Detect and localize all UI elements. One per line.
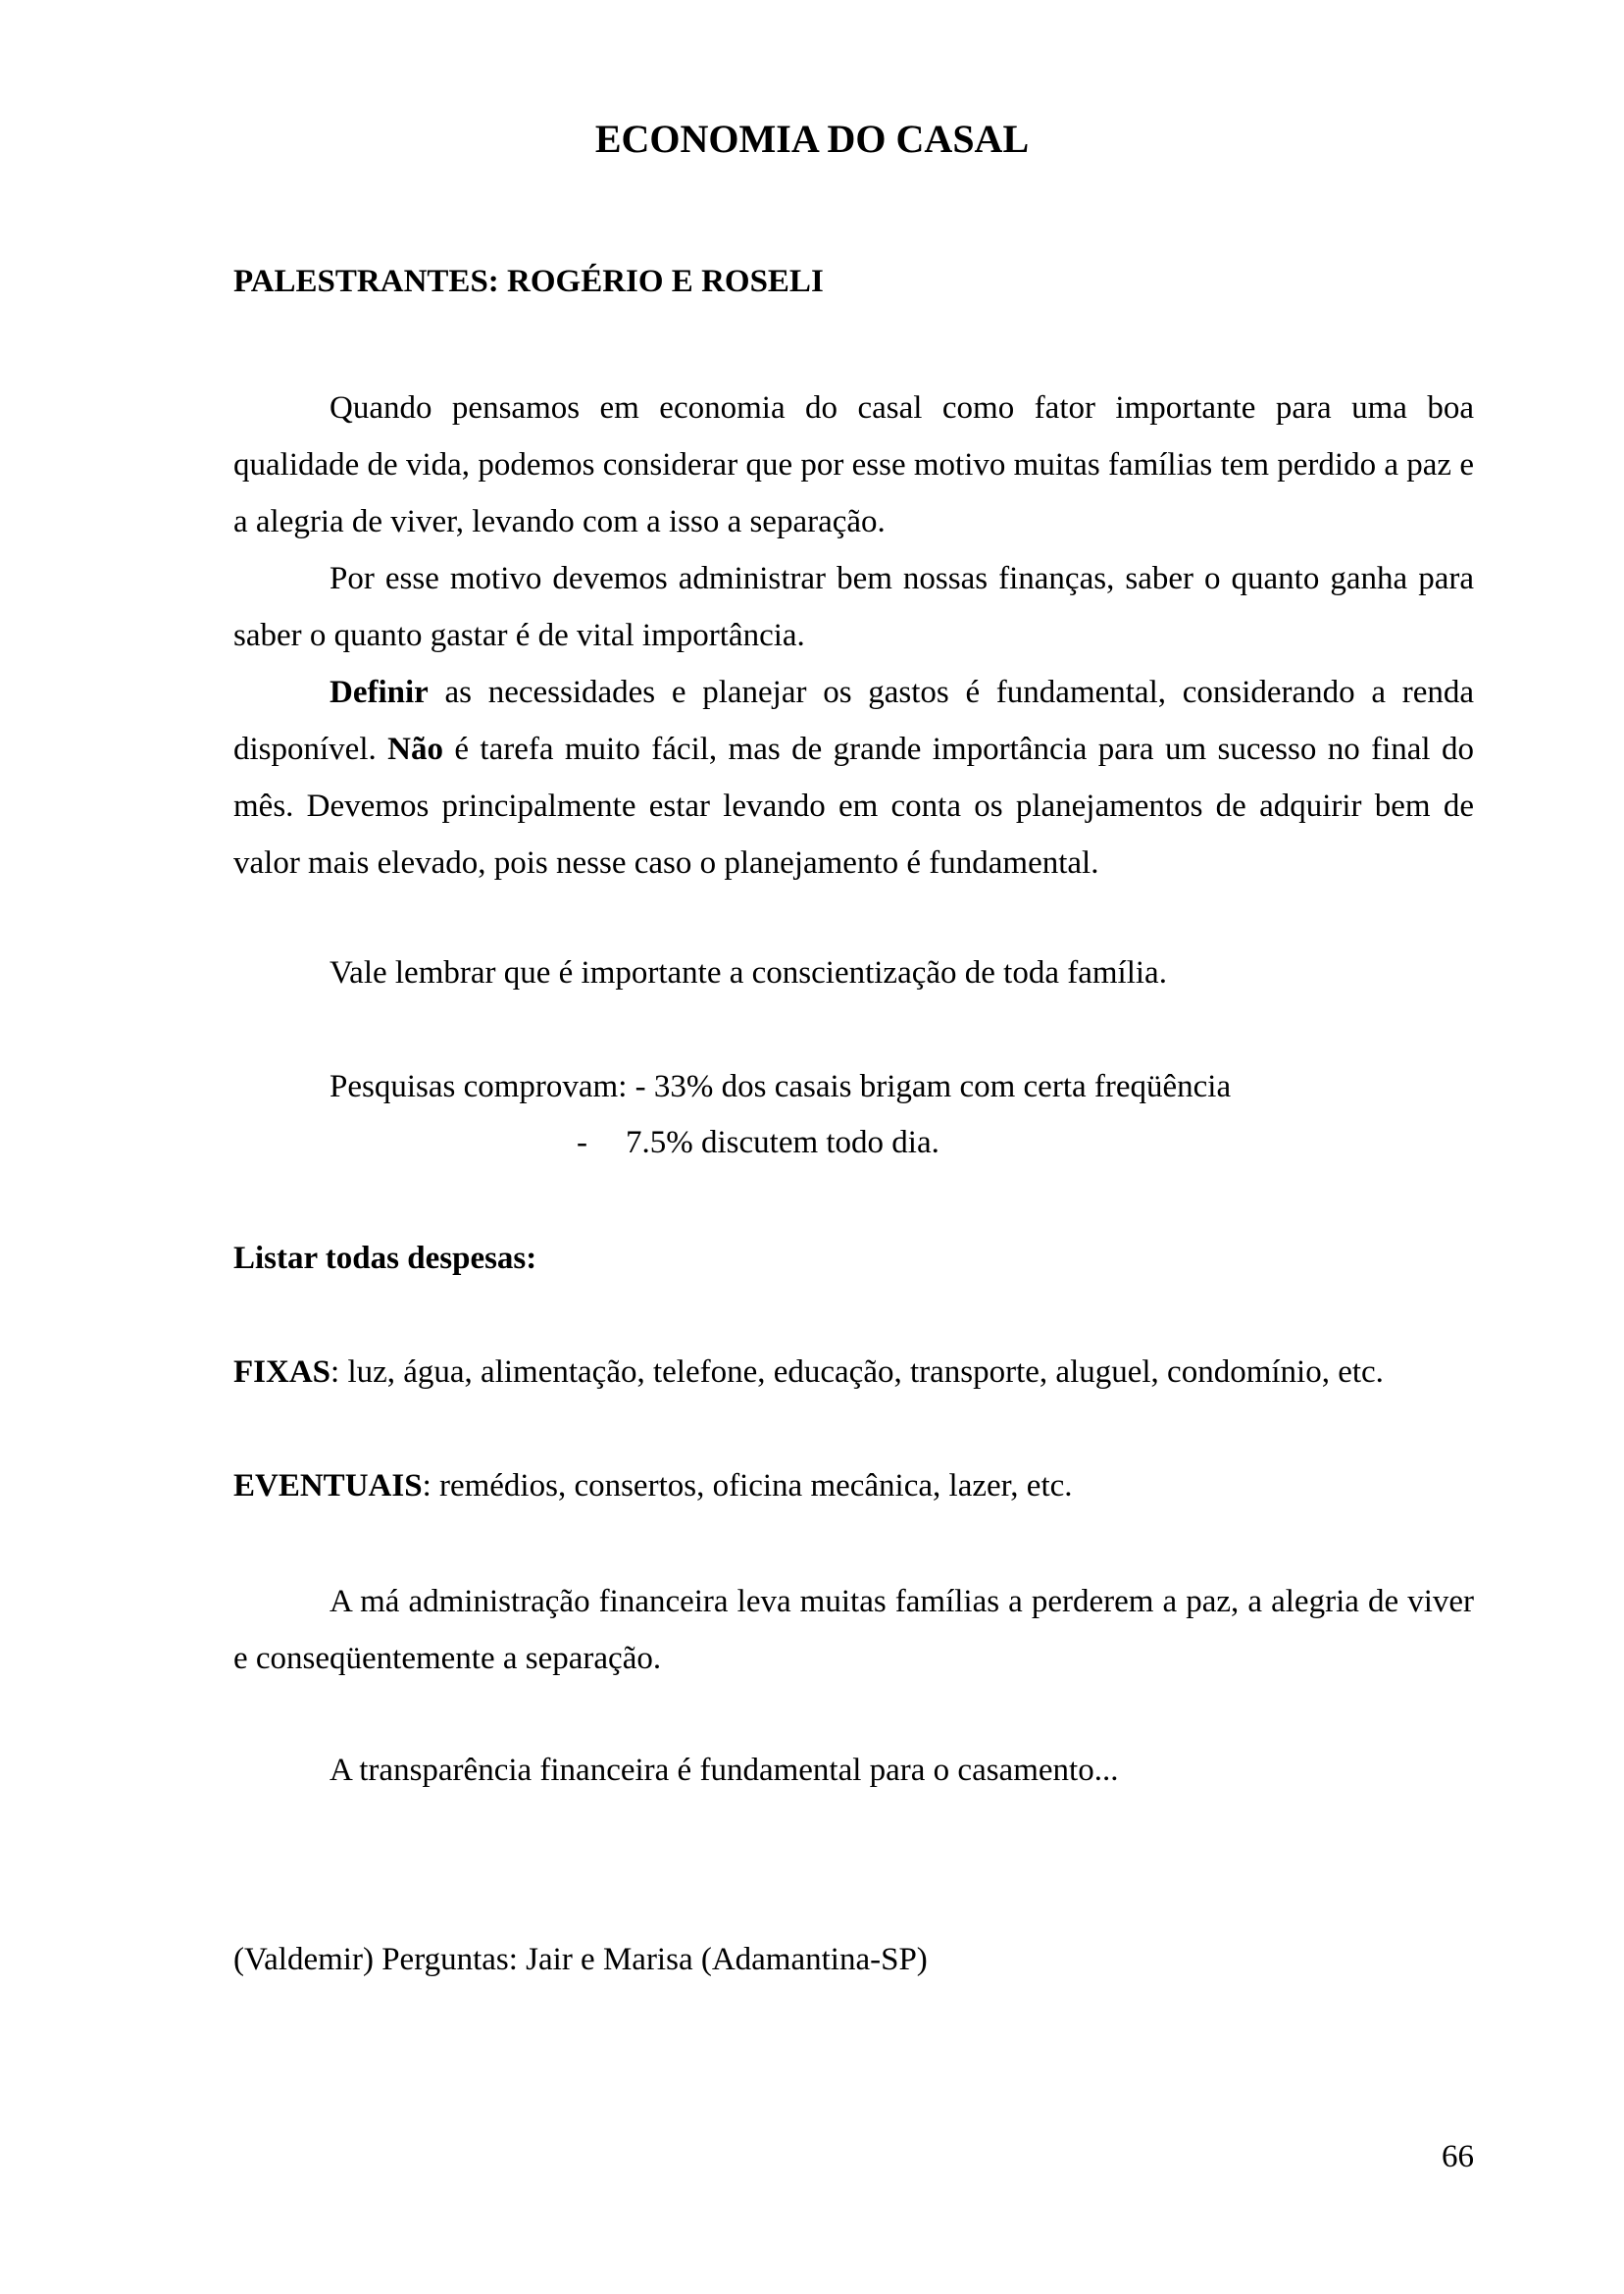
eventual-expenses	[233, 1470, 1073, 1503]
paragraph-3	[233, 664, 1474, 892]
questions-line: (Valdemir) Perguntas: Jair e Marisa (Adamantina-SP)	[233, 1942, 928, 1977]
nao-bold: Não	[387, 732, 443, 767]
speakers-heading: PALESTRANTES: ROGÉRIO E ROSELI	[233, 264, 824, 299]
fixed-label: FIXAS	[233, 1354, 331, 1390]
paragraph-2	[233, 550, 1474, 664]
research-dash: -	[577, 1125, 587, 1160]
paragraph-5	[233, 1573, 1474, 1687]
eventual-text: : remédios, consertos, oficina mecânica, lazer, etc.	[422, 1468, 1073, 1504]
research-line-2: 7.5% discutem todo dia.	[626, 1125, 939, 1160]
expenses-heading: Listar todas despesas:	[233, 1241, 537, 1276]
eventual-label: EVENTUAIS	[233, 1468, 423, 1504]
paragraph-3-part2: é tarefa muito fácil, mas de grande importância para um sucesso no final do mês. Devemos principalmente estar levando em conta os planejamentos de adquirir bem de valor mais elevado, pois nesse caso o planejamento é fundamental.	[233, 732, 1474, 881]
page-title: ECONOMIA DO CASAL	[594, 117, 1030, 161]
paragraph-5-text: A má administração financeira leva muitas famílias a perderem a paz, a alegria de viver e conseqüentemente a separação.	[233, 1584, 1474, 1676]
fixed-expenses	[233, 1356, 1384, 1389]
paragraph-4: Vale lembrar que é importante a conscientização de toda família.	[330, 955, 1167, 991]
fixed-text: : luz, água, alimentação, telefone, educação, transporte, aluguel, condomínio, etc.	[330, 1354, 1384, 1390]
definir-bold: Definir	[330, 675, 429, 710]
paragraph-3-part1: as necessidades e planejar os gastos é fundamental, considerando a renda disponível.	[233, 675, 1474, 767]
paragraph-6: A transparência financeira é fundamental para o casamento...	[330, 1753, 1119, 1788]
research-line-1: Pesquisas comprovam: - 33% dos casais brigam com certa freqüência	[330, 1069, 1232, 1104]
page-number: 66	[1442, 2139, 1474, 2174]
paragraph-1	[233, 380, 1474, 550]
paragraph-1-text: Quando pensamos em economia do casal como fator importante para uma boa qualidade de vida, podemos considerar que por esse motivo muitas famílias tem perdido a paz e a alegria de viver, levando com a isso a separação.	[233, 390, 1474, 539]
paragraph-2-text: Por esse motivo devemos administrar bem nossas finanças, saber o quanto ganha para saber o quanto gastar é de vital importância.	[233, 561, 1474, 653]
